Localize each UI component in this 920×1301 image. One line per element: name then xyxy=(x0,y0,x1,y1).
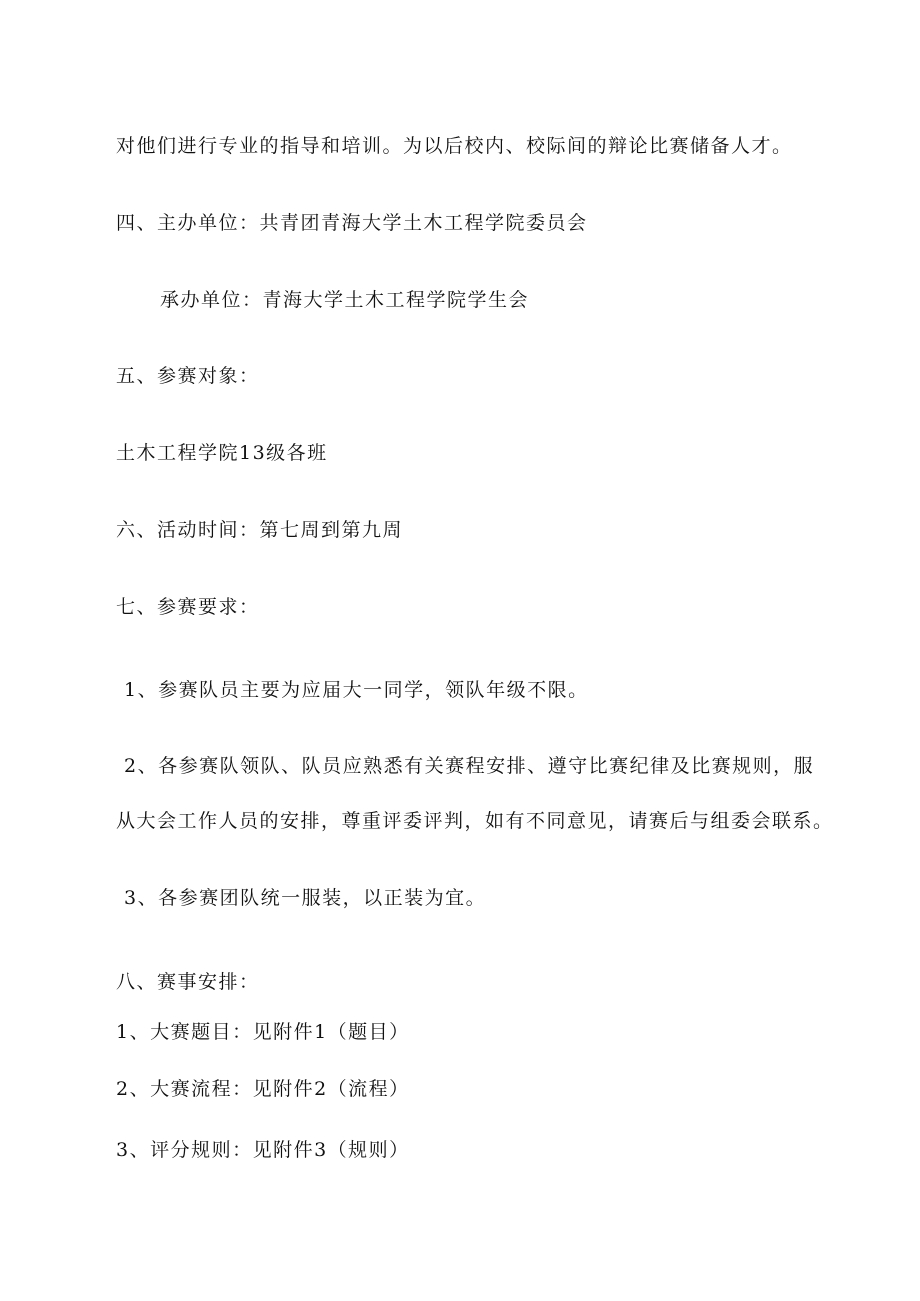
paragraph-continuation: 对他们进行专业的指导和培训。为以后校内、校际间的辩论比赛储备人才。 xyxy=(116,135,793,157)
requirement-item-3: 3、各参赛团队统一服装，以正装为宜。 xyxy=(124,887,487,909)
requirement-item-1: 1、参赛队员主要为应届大一同学，领队年级不限。 xyxy=(124,679,589,701)
schedule-item-1: 1、大赛题目：见附件1（题目） xyxy=(116,1021,410,1043)
schedule-item-3: 3、评分规则：见附件3（规则） xyxy=(116,1139,410,1161)
section-heading-schedule: 八、赛事安排： xyxy=(116,971,260,993)
schedule-item-2: 2、大赛流程：见附件2（流程） xyxy=(116,1078,410,1100)
section-heading-time: 六、活动时间：第七周到第九周 xyxy=(116,519,404,541)
participants-text: 土木工程学院13级各班 xyxy=(116,442,328,464)
section-heading-requirements: 七、参赛要求： xyxy=(116,596,260,618)
co-organizer-line: 承办单位：青海大学土木工程学院学生会 xyxy=(160,289,530,311)
requirement-item-2-line-2: 从大会工作人员的安排，尊重评委评判，如有不同意见，请赛后与组委会联系。 xyxy=(116,810,834,832)
requirement-item-2-line-1: 2、各参赛队领队、队员应熟悉有关赛程安排、遵守比赛纪律及比赛规则，服 xyxy=(124,755,815,777)
section-heading-participants: 五、参赛对象： xyxy=(116,365,260,387)
section-heading-organizer: 四、主办单位：共青团青海大学土木工程学院委员会 xyxy=(116,212,588,234)
